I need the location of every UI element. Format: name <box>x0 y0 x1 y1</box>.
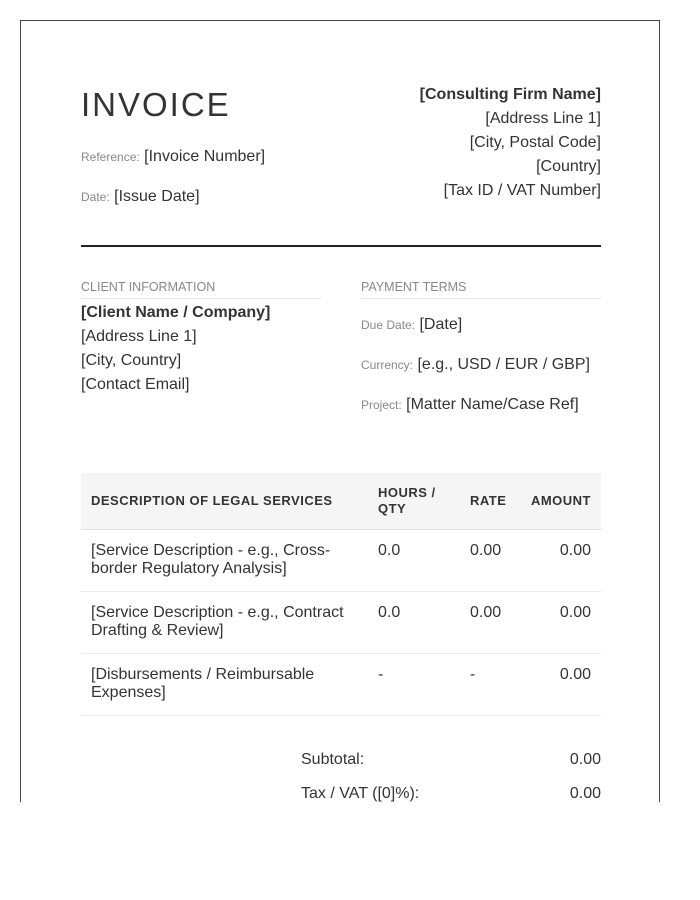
invoice-page <box>20 20 660 802</box>
date-label: Date: <box>81 190 110 204</box>
service-rate: - <box>460 654 518 716</box>
service-amount: 0.00 <box>518 654 601 716</box>
project-value: [Matter Name/Case Ref] <box>406 396 579 413</box>
reference-value: [Invoice Number] <box>144 148 266 165</box>
tax-label: Tax / VAT ([0]%): <box>301 785 420 802</box>
currency-line <box>361 356 590 374</box>
currency-value: [e.g., USD / EUR / GBP] <box>417 356 590 373</box>
due-date-value: [Date] <box>419 316 463 333</box>
table-row <box>81 592 601 654</box>
due-date-line <box>361 316 462 334</box>
firm-name: [Consulting Firm Name] <box>419 86 601 103</box>
service-description: [Service Description - e.g., Cross-border Regulatory Analysis] <box>81 530 368 592</box>
client-name: [Client Name / Company] <box>81 304 271 321</box>
currency-label: Currency: <box>361 358 414 372</box>
table-row <box>81 530 601 592</box>
table-row <box>81 654 601 716</box>
client-info-heading: CLIENT INFORMATION <box>81 279 321 299</box>
subtotal-value: 0.00 <box>569 751 601 768</box>
date-line <box>81 188 200 206</box>
column-header-description: DESCRIPTION OF LEGAL SERVICES <box>81 473 368 530</box>
service-rate: 0.00 <box>460 592 518 654</box>
firm-country: [Country] <box>536 158 601 175</box>
service-description: [Disbursements / Reimbursable Expenses] <box>81 654 368 716</box>
firm-tax-id: [Tax ID / VAT Number] <box>443 182 601 199</box>
reference-line <box>81 148 265 166</box>
invoice-title: INVOICE <box>81 86 231 123</box>
due-date-label: Due Date: <box>361 318 416 332</box>
client-city-country: [City, Country] <box>81 352 182 369</box>
service-hours: 0.0 <box>368 592 460 654</box>
firm-city-postal: [City, Postal Code] <box>469 134 601 151</box>
client-email: [Contact Email] <box>81 376 190 393</box>
firm-address-line-1: [Address Line 1] <box>485 110 601 127</box>
header-divider <box>81 245 601 247</box>
column-header-hours: HOURS / QTY <box>368 473 460 530</box>
service-hours: 0.0 <box>368 530 460 592</box>
service-amount: 0.00 <box>518 592 601 654</box>
subtotal-row <box>301 751 601 771</box>
subtotal-label: Subtotal: <box>301 751 365 768</box>
service-rate: 0.00 <box>460 530 518 592</box>
payment-terms-heading: PAYMENT TERMS <box>361 279 601 299</box>
reference-label: Reference: <box>81 150 140 164</box>
column-header-amount: AMOUNT <box>518 473 601 530</box>
tax-row <box>301 785 601 802</box>
date-value: [Issue Date] <box>114 188 200 205</box>
client-details <box>81 301 270 397</box>
services-table <box>81 473 601 716</box>
service-hours: - <box>368 654 460 716</box>
project-line <box>361 396 579 414</box>
table-header-row <box>81 473 601 530</box>
firm-details <box>420 83 601 203</box>
column-header-rate: RATE <box>460 473 518 530</box>
project-label: Project: <box>361 398 402 412</box>
tax-value: 0.00 <box>569 785 601 802</box>
service-amount: 0.00 <box>518 530 601 592</box>
service-description: [Service Description - e.g., Contract Drafting & Review] <box>81 592 368 654</box>
client-address-line-1: [Address Line 1] <box>81 328 197 345</box>
